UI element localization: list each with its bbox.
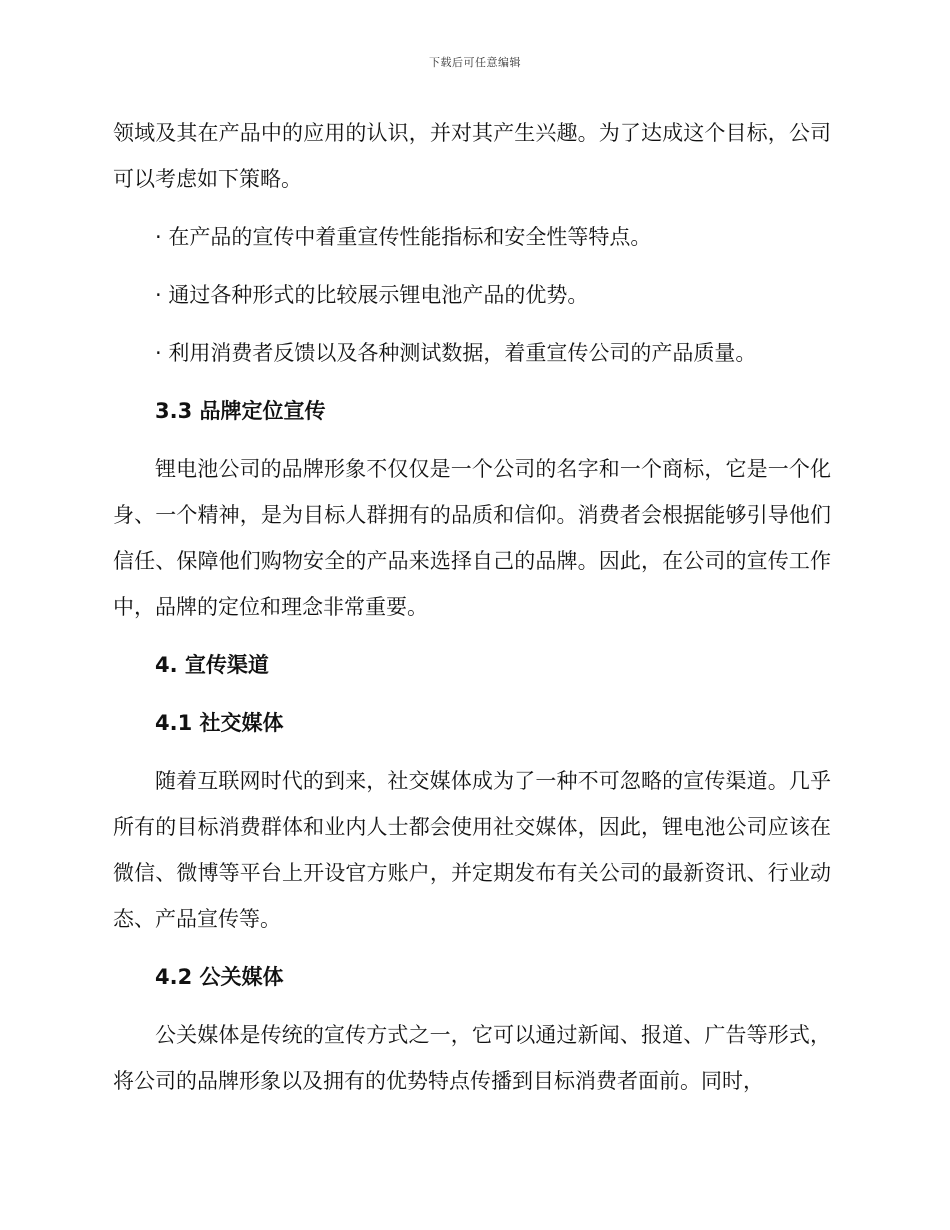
- paragraph-4-1: 随着互联网时代的到来，社交媒体成为了一种不可忽略的宣传渠道。几乎所有的目标消费群体和业内人士都会使用社交媒体，因此，锂电池公司应该在微信、微博等平台上开设官方账户，并定期发布有关公司的最新资讯、行业动态、产品宣传等。: [113, 769, 831, 931]
- section-heading-3-3: 3.3 品牌定位宣传: [155, 399, 326, 423]
- bullet-item: · 在产品的宣传中着重宣传性能指标和安全性等特点。: [155, 225, 652, 249]
- bullet-item: · 利用消费者反馈以及各种测试数据，着重宣传公司的产品质量。: [155, 341, 757, 365]
- section-heading-4-1: 4.1 社交媒体: [155, 711, 284, 735]
- section-heading-4-2: 4.2 公关媒体: [155, 965, 284, 989]
- paragraph-intro: 领域及其在产品中的应用的认识，并对其产生兴趣。为了达成这个目标，公司可以考虑如下策略。: [113, 121, 831, 191]
- bullet-item: · 通过各种形式的比较展示锂电池产品的优势。: [155, 283, 589, 307]
- document-body: [113, 110, 831, 1104]
- section-heading-4: 4. 宣传渠道: [155, 653, 269, 677]
- paragraph-3-3: 锂电池公司的品牌形象不仅仅是一个公司的名字和一个商标，它是一个化身、一个精神，是为目标人群拥有的品质和信仰。消费者会根据能够引导他们信任、保障他们购物安全的产品来选择自己的品牌。因此，在公司的宣传工作中，品牌的定位和理念非常重要。: [113, 457, 831, 619]
- page-header-note: 下载后可任意编辑: [429, 56, 521, 69]
- paragraph-4-2: 公关媒体是传统的宣传方式之一，它可以通过新闻、报道、广告等形式，将公司的品牌形象以及拥有的优势特点传播到目标消费者面前。同时，: [113, 1023, 831, 1093]
